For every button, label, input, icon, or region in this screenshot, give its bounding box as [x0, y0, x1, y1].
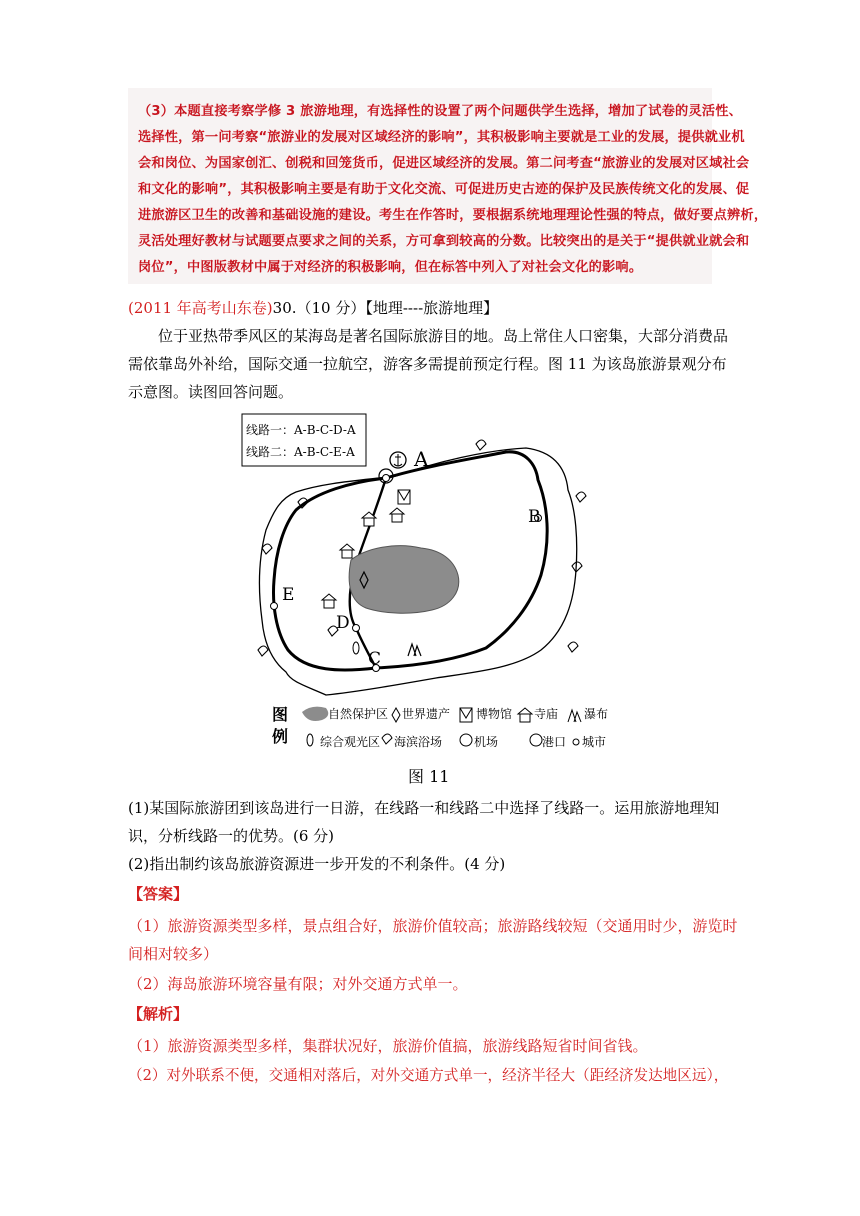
legend-airport-icon: [460, 734, 472, 746]
route2-label: 线路二：A-B-C-E-A: [246, 445, 355, 459]
scan-line-2: 选择性，第一问考察“旅游业的发展对区域经济的影响”，其积极影响主要就是工业的发展，提供就业机: [138, 130, 745, 145]
legend-scenic-area-icon: [307, 734, 313, 746]
legend-title-1: 图: [272, 705, 289, 724]
analysis-1: （1）旅游资源类型多样，集群状况好，旅游价值搞，旅游线路短省时间省钱。: [128, 1037, 648, 1055]
nature-reserve-area: [349, 546, 459, 614]
scan-line-3: 会和岗位、为国家创汇、创税和回笼货币，促进区域经济的发展。第二问考查“旅游业的发展对区域社会: [138, 156, 750, 171]
route1-label: 线路一：A-B-C-D-A: [246, 423, 356, 437]
figure-caption: 图 11: [408, 767, 450, 786]
legend-port-label: 港口: [542, 735, 567, 749]
legend-port-icon: [530, 734, 542, 746]
legend-temple-label: 寺庙: [534, 707, 559, 721]
city-a: [383, 475, 390, 482]
point-e-label: E: [282, 585, 295, 605]
legend-nature-reserve-label: 自然保护区: [328, 707, 389, 721]
scan-line-6: 灵活处理好教材与试题要点要求之间的关系，方可拿到较高的分数。比较突出的是关于“提供就业就会和: [138, 234, 750, 249]
island-tourism-map: [236, 410, 626, 755]
question-2: (2)指出制约该岛旅游资源进一步开发的不利条件。(4 分): [128, 855, 506, 873]
legend-world-heritage-icon: [392, 708, 400, 722]
scan-line-4: 和文化的影响”，其积极影响主要是有助于文化交流、可促进历史古迹的保护及民族传统文化的发展、促: [138, 182, 750, 197]
legend-temple-icon: [518, 708, 532, 722]
legend-title-2: 例: [272, 727, 289, 746]
legend-city-icon: [573, 739, 579, 745]
legend-museum-label: 博物馆: [476, 707, 513, 721]
legend-beach-label: 海滨浴场: [394, 735, 443, 749]
scanned-explanation-block: [128, 88, 768, 284]
question-heading: [128, 294, 738, 322]
legend-beach-icon: [382, 734, 392, 744]
scan-line-5: 进旅游区卫生的改善和基础设施的建设。考生在作答时，要根据系统地理理论性强的特点，做好要点辨析，: [138, 208, 768, 223]
point-d-label: D: [336, 613, 350, 633]
legend-nature-reserve-icon: [302, 707, 328, 721]
question-1: (1)某国际旅游团到该岛进行一日游，在线路一和线路二中选择了线路一。运用旅游地理知识，分析线路一的优势。(6 分): [128, 799, 720, 845]
legend-scenic-area-label: 综合观光区: [320, 735, 381, 749]
waterfall-icon: [408, 644, 421, 656]
answer-2: （2）海岛旅游环境容量有限；对外交通方式单一。: [128, 975, 468, 993]
scan-line-1: （3）本题直接考察学修 3 旅游地理，有选择性的设置了两个问题供学生选择，增加了试卷的灵活性、: [138, 104, 742, 119]
legend-waterfall-icon: [568, 710, 581, 722]
question-title: 30.（10 分）【地理----旅游地理】: [272, 299, 499, 317]
legend-world-heritage-label: 世界遗产: [402, 707, 451, 721]
point-c-label: C: [368, 649, 382, 669]
point-b-label: B: [528, 507, 541, 527]
question-intro: 位于亚热带季风区的某海岛是著名国际旅游目的地。岛上常住人口密集，大部分消费品需依靠岛外补给，国际交通一拉航空，游客多需提前预定行程。图 11 为该岛旅游景观分布示意图。读图回答问题。: [128, 327, 729, 401]
answer-1: （1）旅游资源类型多样，景点组合好，旅游价值较高；旅游路线较短（交通用时少，游览时间相对较多）: [128, 917, 738, 963]
answer-label: 【答案】: [128, 885, 189, 903]
point-a-label: A: [414, 447, 429, 471]
scenic-area-icon: [353, 642, 359, 654]
question-source: (2011 年高考山东卷): [128, 299, 273, 317]
legend-waterfall-label: 瀑布: [584, 707, 609, 721]
city-e: [271, 603, 278, 610]
analysis-2: （2）对外联系不便，交通相对落后，对外交通方式单一，经济半径大（距经济发达地区远），: [128, 1067, 729, 1084]
city-d: [353, 625, 360, 632]
legend-airport-label: 机场: [474, 735, 499, 749]
legend-city-label: 城市: [582, 735, 607, 749]
analysis-label: 【解析】: [128, 1005, 189, 1023]
scan-line-7: 岗位”，中图版教材中属于对经济的积极影响，但在标答中列入了对社会文化的影响。: [138, 260, 643, 275]
